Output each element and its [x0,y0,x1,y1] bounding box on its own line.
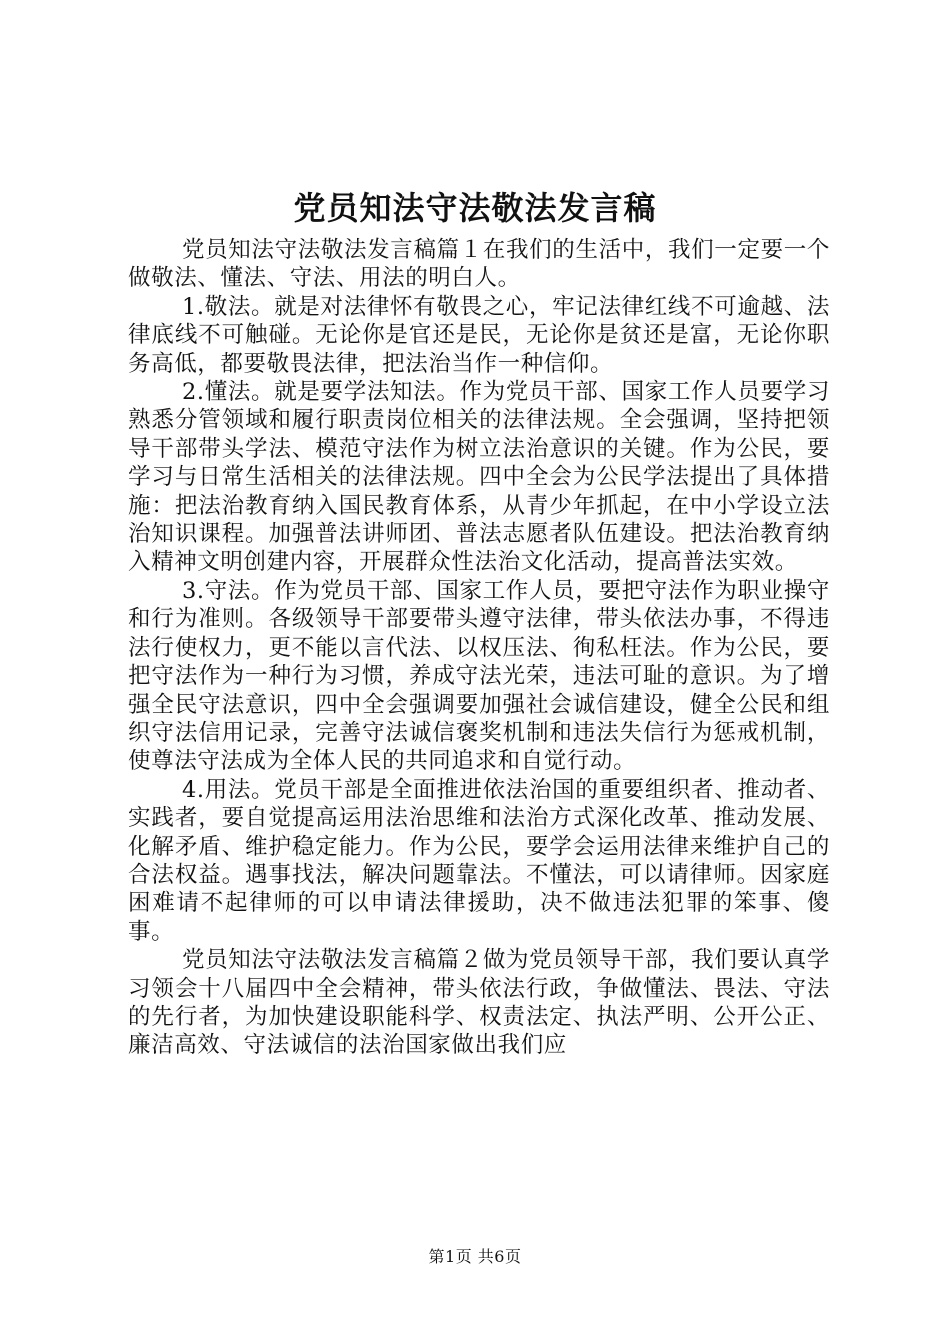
page-footer: 第1页 共6页 [428,1247,522,1266]
paragraph-respect-law: 1.敬法。就是对法律怀有敬畏之心，牢记法律红线不可逾越、法律底线不可触碰。无论你是官还是民，无论你是贫还是富，无论你职务高低，都要敬畏法律，把法治当作一种信仰。 [128,293,830,377]
document-body [128,236,830,1060]
paragraph-obey-law: 3.守法。作为党员干部、国家工作人员，要把守法作为职业操守和行为准则。各级领导干部要带头遵守法律，带头依法办事，不得违法行使权力，更不能以言代法、以权压法、徇私枉法。作为公民，要把守法作为一种行为习惯，养成守法光荣，违法可耻的意识。为了增强全民守法意识，四中全会强调要加强社会诚信建设，健全公民和组织守法信用记录，完善守法诚信褒奖机制和违法失信行为惩戒机制，使尊法守法成为全体人民的共同追求和自觉行动。 [128,577,830,775]
paragraph-part-two: 党员知法守法敬法发言稿篇２做为党员领导干部，我们要认真学习领会十八届四中全会精神，带头依法行政，争做懂法、畏法、守法的先行者，为加快建设职能科学、权责法定、执法严明、公开公正、廉洁高效、守法诚信的法治国家做出我们应 [128,947,830,1059]
paragraph-understand-law: 2.懂法。就是要学法知法。作为党员干部、国家工作人员要学习熟悉分管领域和履行职责岗位相关的法律法规。全会强调，坚持把领导干部带头学法、模范守法作为树立法治意识的关键。作为公民，要学习与日常生活相关的法律法规。四中全会为公民学法提出了具体措施：把法治教育纳入国民教育体系，从青少年抓起，在中小学设立法治知识课程。加强普法讲师团、普法志愿者队伍建设。把法治教育纳入精神文明创建内容，开展群众性法治文化活动，提高普法实效。 [128,379,830,576]
page-title: 党员知法守法敬法发言稿 [293,189,657,227]
paragraph-use-law: 4.用法。党员干部是全面推进依法治国的重要组织者、推动者、实践者，要自觉提高运用法治思维和法治方式深化改革、推动发展、化解矛盾、维护稳定能力。作为公民，要学会运用法律来维护自己的合法权益。遇事找法，解决问题靠法。不懂法，可以请律师。因家庭困难请不起律师的可以申请法律援助，决不做违法犯罪的笨事、傻事。 [128,776,830,945]
paragraph-intro: 党员知法守法敬法发言稿篇１在我们的生活中，我们一定要一个做敬法、懂法、守法、用法的明白人。 [128,237,830,292]
